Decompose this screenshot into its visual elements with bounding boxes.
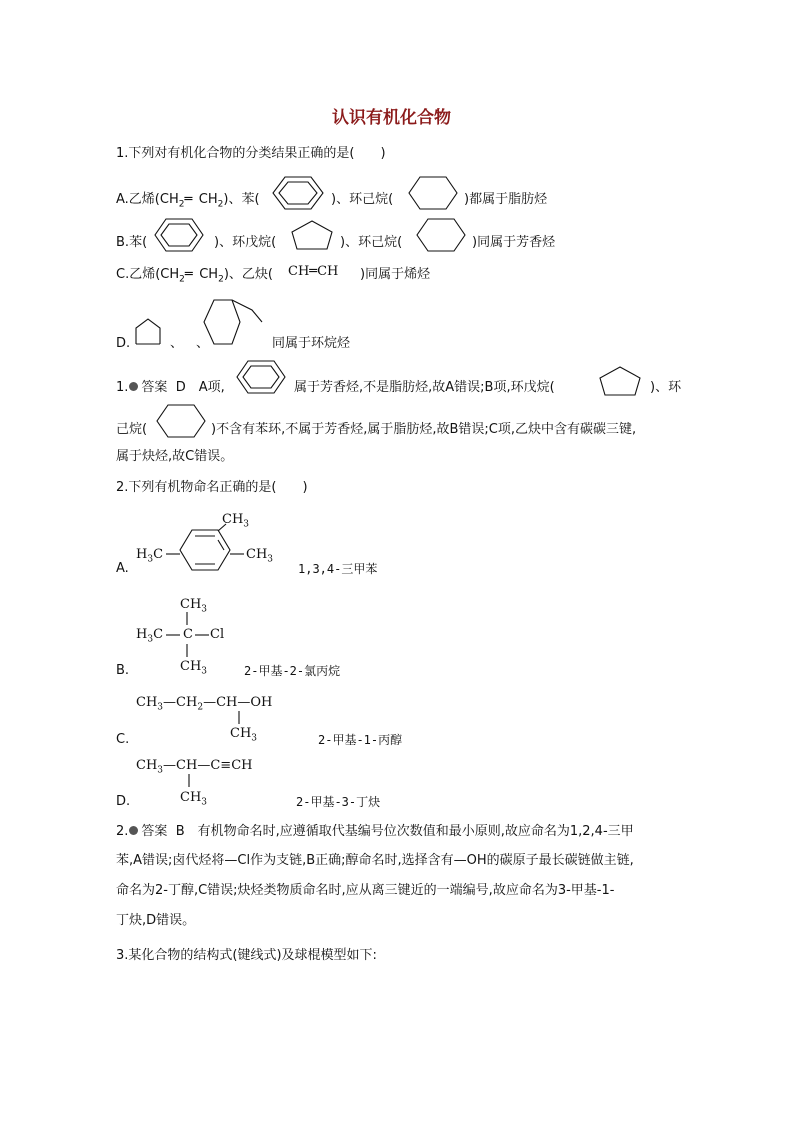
- atom-text: CH: [231, 758, 253, 773]
- q1-option-a-text2: )、环己烷(: [331, 192, 394, 207]
- main-chain: [136, 695, 272, 716]
- subscript: 3: [201, 797, 208, 808]
- option-text: 乙烯(CH: [128, 192, 179, 207]
- cyclohexane-structure: [408, 176, 458, 210]
- option-text: )、乙炔(: [223, 267, 273, 282]
- q1-option-b: [116, 235, 147, 251]
- q1-answer-line2-start: 己烷(: [116, 422, 148, 437]
- atom-text: OH: [250, 695, 273, 710]
- atom-text: CH: [180, 659, 202, 674]
- subscript: 3: [267, 554, 274, 565]
- subscript: 3: [147, 634, 154, 645]
- q2-stem: 2.下列有机物命名正确的是( ): [116, 480, 308, 495]
- q1-answer-line3: 属于炔烃,故C错误。: [116, 449, 234, 464]
- q2-option-a-label: A.: [116, 561, 129, 576]
- bond-line: [188, 774, 192, 788]
- bond-line: [166, 634, 182, 638]
- cyclohexane-structure: [416, 218, 466, 252]
- methyl-top: [222, 512, 249, 533]
- atom-text: CH: [176, 695, 198, 710]
- q1-option-d-separator: 、 、: [170, 336, 210, 351]
- q1-option-d-text: 同属于环烷烃: [272, 336, 351, 351]
- central-carbon: C: [183, 627, 193, 642]
- atom-text: CH: [176, 758, 198, 773]
- q1-option-a-text3: )都属于脂肪烃: [464, 192, 548, 207]
- bond: —: [237, 695, 251, 710]
- answer-number: 1.: [116, 380, 129, 395]
- acetylene-formula: CH═CH: [288, 264, 339, 279]
- atom-text: C: [153, 627, 164, 642]
- cyclopentane-structure: [599, 366, 641, 396]
- ethylcyclohexane-structure: [200, 298, 270, 348]
- bond-line: [230, 553, 246, 557]
- atom-text: CH: [180, 790, 202, 805]
- answer-text: B 有机物命名时,应遵循取代基编号位次数值和最小原则,故应命名为1,2,4-三甲: [175, 824, 634, 839]
- q2-answer-line4: 丁炔,D错误。: [116, 913, 196, 928]
- answer-marker-icon: [129, 826, 138, 835]
- triple-bond: ≡: [220, 758, 232, 773]
- option-label: A.: [116, 192, 129, 207]
- subscript: 2: [179, 274, 185, 285]
- bond-line: [195, 634, 211, 638]
- atom-text: CH: [230, 726, 252, 741]
- option-text: )、苯(: [223, 192, 260, 207]
- atom-text: CH: [216, 695, 238, 710]
- bond-line: [238, 711, 242, 725]
- atom-text: C: [153, 547, 164, 562]
- atom-text: C: [210, 758, 221, 773]
- methyl-left: [136, 627, 163, 648]
- chlorine-atom: Cl: [210, 627, 225, 642]
- subscript: 3: [201, 604, 208, 615]
- option-text: 苯(: [129, 235, 148, 250]
- subscript: 2: [197, 702, 204, 713]
- option-label: B.: [116, 235, 130, 250]
- subscript: 2: [218, 274, 224, 285]
- subscript: 3: [243, 519, 250, 530]
- q2-option-b-name: 2-甲基-2-氯丙烷: [244, 664, 341, 678]
- subscript: 3: [251, 733, 258, 744]
- bond: —: [163, 695, 177, 710]
- q1-stem: 1.下列对有机化合物的分类结果正确的是( ): [116, 146, 386, 161]
- q1-option-c-text2: )同属于烯烃: [360, 267, 431, 282]
- bond: —: [203, 695, 217, 710]
- answer-word: 答案: [141, 380, 168, 395]
- option-text: ═ CH: [184, 192, 218, 207]
- subscript: 3: [157, 765, 164, 776]
- q2-option-c-label: C.: [116, 732, 130, 747]
- cyclobutene-structure: [134, 318, 162, 346]
- main-chain: [136, 758, 252, 779]
- subscript: 2: [178, 199, 185, 210]
- subscript: 2: [217, 199, 224, 210]
- option-text: 乙烯(CH: [129, 267, 180, 282]
- benzene-structure: [272, 176, 324, 210]
- atom-text: CH: [136, 758, 158, 773]
- atom-text: CH: [136, 695, 158, 710]
- atom-text: CH: [180, 597, 202, 612]
- bond-line: [186, 644, 190, 658]
- q1-answer-line1: [116, 380, 225, 396]
- methyl-branch: [230, 726, 257, 747]
- answer-text: D A项,: [175, 380, 225, 395]
- methyl-right: [246, 547, 273, 568]
- q2-answer-line3: 命名为2-丁醇,C错误;炔烃类物质命名时,应从离三键近的一端编号,故应命名为3-甲基-1-: [116, 883, 615, 898]
- q2-answer-line2: 苯,A错误;卤代烃将—Cl作为支链,B正确;醇命名时,选择含有—OH的碳原子最长碳链做主链,: [116, 853, 634, 868]
- q2-option-b-label: B.: [116, 663, 130, 678]
- q2-option-d-label: D.: [116, 794, 131, 809]
- bond: —: [163, 758, 177, 773]
- bond: —: [197, 758, 211, 773]
- q2-answer-line1: [116, 824, 634, 840]
- methyl-bottom: [180, 659, 207, 680]
- q1-option-c: [116, 267, 273, 288]
- q1-answer-line1-text: 属于芳香烃,不是脂肪烃,故A错误;B项,环戊烷(: [294, 380, 555, 395]
- benzene-structure: [154, 218, 204, 252]
- q1-option-b-text2: )、环戊烷(: [214, 235, 277, 250]
- q1-option-d-label: D.: [116, 336, 131, 351]
- q1-answer-line1-end: )、环: [650, 380, 682, 395]
- subscript: 3: [157, 702, 164, 713]
- methyl-top: [180, 597, 207, 618]
- q1-answer-line2: )不含有苯环,不属于芳香烃,属于脂肪烃,故B错误;C项,乙炔中含有碳碳三键,: [211, 422, 637, 437]
- subscript: 3: [201, 666, 208, 677]
- subscript: 3: [147, 554, 154, 565]
- methyl-left: [136, 547, 163, 568]
- methyl-branch: [180, 790, 207, 811]
- trimethylbenzene-ring: [180, 528, 232, 572]
- q2-option-d-name: 2-甲基-3-丁炔: [296, 795, 381, 809]
- atom-text: H: [136, 547, 148, 562]
- answer-number: 2.: [116, 824, 129, 839]
- cyclohexane-structure: [156, 404, 206, 438]
- answer-word: 答案: [141, 824, 168, 839]
- page-title: 认识有机化合物: [332, 108, 451, 128]
- q1-option-b-text4: )同属于芳香烃: [472, 235, 556, 250]
- q1-option-b-text3: )、环己烷(: [340, 235, 403, 250]
- q2-option-c-name: 2-甲基-1-丙醇: [318, 733, 403, 747]
- atom-text: CH: [246, 547, 268, 562]
- benzene-structure: [236, 360, 286, 394]
- option-text: ═ CH: [184, 267, 219, 282]
- q1-option-a: [116, 192, 260, 213]
- answer-marker-icon: [129, 382, 138, 391]
- atom-text: CH: [222, 512, 244, 527]
- q2-option-a-name: 1,3,4-三甲苯: [298, 562, 378, 576]
- atom-text: H: [136, 627, 148, 642]
- option-label: C.: [116, 267, 130, 282]
- bond-line: [186, 612, 190, 626]
- bond-line: [166, 553, 182, 557]
- q3-stem: 3.某化合物的结构式(键线式)及球棍模型如下:: [116, 948, 377, 963]
- cyclopentane-structure: [291, 220, 333, 250]
